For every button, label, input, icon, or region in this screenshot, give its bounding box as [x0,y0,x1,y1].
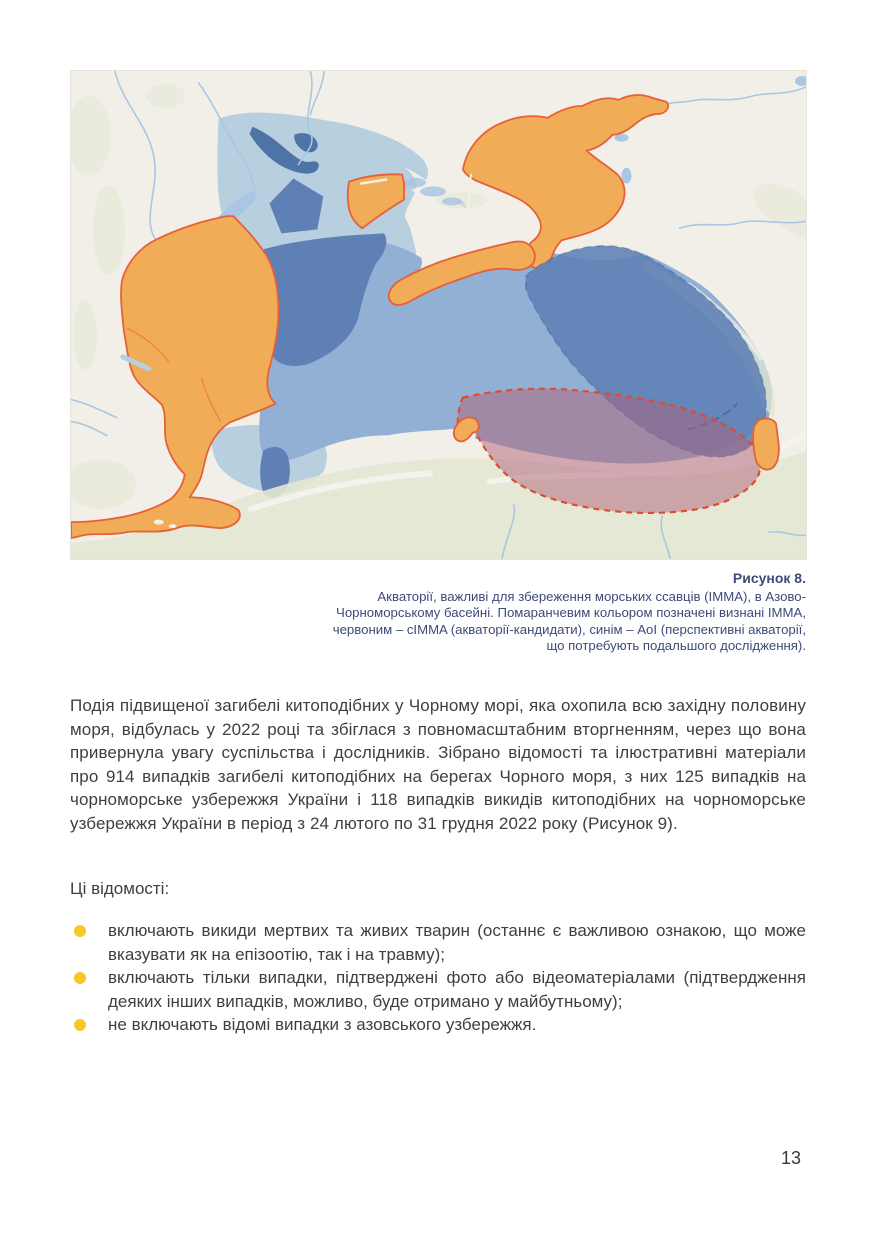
list-item-text: не включають відомі випадки з азовського узбережжя. [108,1015,537,1034]
figure-caption-title: Рисунок 8. [732,570,806,586]
figure-caption-line: Акваторії, важливі для збереження морських ссавців (IMMA), в Азово- [377,588,806,604]
page-number: 13 [780,1148,801,1168]
imma-georgia-strip [753,418,779,469]
body-paragraph: Подія підвищеної загибелі китоподібних у Чорному морі, яка охопила всю західну половину моря, відбулась у 2022 році та збіглася з повномасштабним вторгненням, через що вона привернула увагу суспільства і дослідників. Зібрано відомості та ілюстративні матеріали про 914 випадків загибелі китоподібних на берегах Чорного моря, з них 125 випадків на чорноморське узбережжя України і 118 випадків викидів китоподібних на чорноморське узбережжя України в період з 24 лютого по 31 грудня 2022 року (Рисунок 9). [70,696,806,833]
list-item [70,919,806,966]
list-item-text: включають викиди мертвих та живих тварин (останнє є важливою ознакою, що може вказувати як на епізоотію, так і на травму); [108,921,806,964]
figure-caption-line: Чорноморському басейні. Помаранчевим кольором позначені визнані IMMA, [336,605,806,620]
black-sea-map [71,71,806,559]
list-item [70,1013,806,1037]
imma-map-figure [70,70,807,560]
bullet-list [70,919,806,1037]
list-item [70,966,806,1013]
list-item-text: включають тільки випадки, підтверджені фото або відеоматеріалами (підтвердження деяких інших випадків, можливо, буде отримано у майбутньому); [108,968,806,1011]
figure-caption [166,570,806,655]
bullet-dot-icon [74,1019,86,1031]
figure-caption-line: червоним – cIMMA (акваторії-кандидати), синім – AoI (перспективні акваторії, [332,621,806,637]
bullet-dot-icon [74,972,86,984]
bullet-dot-icon [74,925,86,937]
list-intro: Ці відомості: [70,879,170,898]
figure-caption-line: що потребують подальшого дослідження). [546,638,806,653]
